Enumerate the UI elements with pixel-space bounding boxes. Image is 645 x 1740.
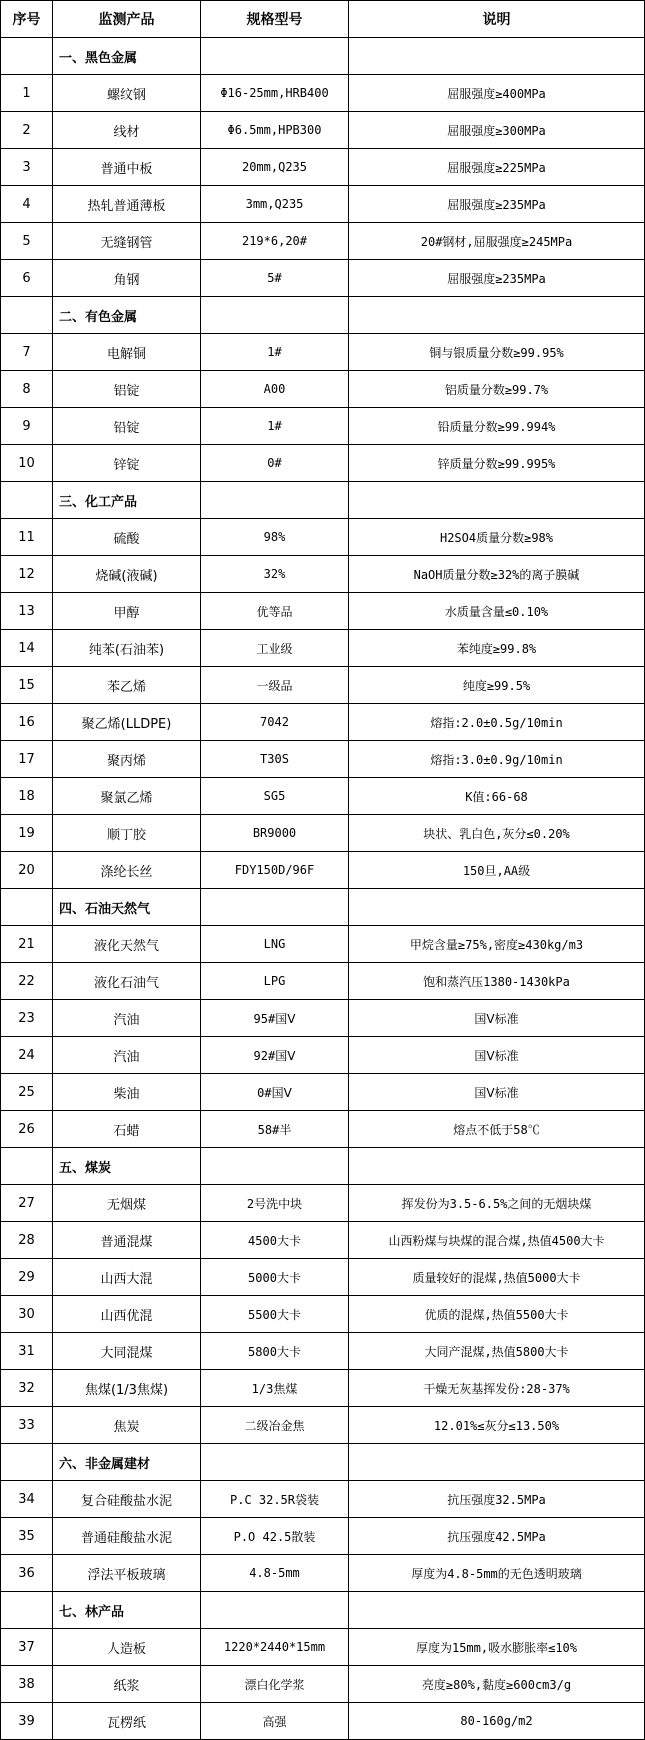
category-empty-cell (349, 482, 645, 519)
header-row (1, 1, 645, 38)
row-index: 29 (1, 1259, 53, 1296)
row-description: 亮度≥80%,黏度≥600cm3/g (349, 1666, 645, 1703)
row-spec: 2号洗中块 (201, 1185, 349, 1222)
row-index: 33 (1, 1407, 53, 1444)
row-index: 34 (1, 1481, 53, 1518)
category-row (1, 1592, 645, 1629)
row-spec: 5# (201, 260, 349, 297)
table-row (1, 1333, 645, 1370)
table-row (1, 112, 645, 149)
header-description: 说明 (349, 1, 645, 38)
table-row (1, 704, 645, 741)
row-description: 挥发份为3.5-6.5%之间的无烟块煤 (349, 1185, 645, 1222)
row-product: 大同混煤 (53, 1333, 201, 1370)
category-title: 一、黑色金属 (53, 38, 201, 75)
row-spec: 0# (201, 445, 349, 482)
category-empty-cell (201, 1592, 349, 1629)
category-row (1, 482, 645, 519)
table-row (1, 593, 645, 630)
table-row (1, 519, 645, 556)
row-index: 9 (1, 408, 53, 445)
row-product: 聚乙烯(LLDPE) (53, 704, 201, 741)
table-row (1, 1296, 645, 1333)
row-product: 山西大混 (53, 1259, 201, 1296)
row-index: 30 (1, 1296, 53, 1333)
row-product: 锌锭 (53, 445, 201, 482)
table-row (1, 223, 645, 260)
row-product: 热轧普通薄板 (53, 186, 201, 223)
row-spec: 优等品 (201, 593, 349, 630)
row-spec: 0#国Ⅴ (201, 1074, 349, 1111)
row-product: 甲醇 (53, 593, 201, 630)
row-spec: 219*6,20# (201, 223, 349, 260)
row-index: 13 (1, 593, 53, 630)
row-description: 山西粉煤与块煤的混合煤,热值4500大卡 (349, 1222, 645, 1259)
row-product: 角钢 (53, 260, 201, 297)
header-spec: 规格型号 (201, 1, 349, 38)
row-description: 纯度≥99.5% (349, 667, 645, 704)
row-index: 35 (1, 1518, 53, 1555)
category-title: 五、煤炭 (53, 1148, 201, 1185)
table-row (1, 1703, 645, 1740)
category-empty-cell (349, 38, 645, 75)
row-spec: 92#国Ⅴ (201, 1037, 349, 1074)
row-description: 干燥无灰基挥发份:28-37% (349, 1370, 645, 1407)
row-description: 屈服强度≥235MPa (349, 186, 645, 223)
row-product: 液化天然气 (53, 926, 201, 963)
row-index: 1 (1, 75, 53, 112)
table-header (1, 1, 645, 38)
row-description: 20#钢材,屈服强度≥245MPa (349, 223, 645, 260)
category-title: 七、林产品 (53, 1592, 201, 1629)
category-empty-cell (201, 38, 349, 75)
table-row (1, 1518, 645, 1555)
category-empty-cell (201, 297, 349, 334)
row-spec: Φ16-25mm,HRB400 (201, 75, 349, 112)
row-product: 液化石油气 (53, 963, 201, 1000)
table-row (1, 1185, 645, 1222)
table-row (1, 926, 645, 963)
table-row (1, 815, 645, 852)
row-product: 聚氯乙烯 (53, 778, 201, 815)
row-spec: 漂白化学浆 (201, 1666, 349, 1703)
row-index: 14 (1, 630, 53, 667)
row-spec: 20mm,Q235 (201, 149, 349, 186)
row-spec: T30S (201, 741, 349, 778)
table-row (1, 1629, 645, 1666)
table-row (1, 186, 645, 223)
category-index-cell (1, 1444, 53, 1481)
row-description: 国Ⅴ标准 (349, 1000, 645, 1037)
row-description: 大同产混煤,热值5800大卡 (349, 1333, 645, 1370)
row-description: 铝质量分数≥99.7% (349, 371, 645, 408)
row-index: 27 (1, 1185, 53, 1222)
row-description: 铜与银质量分数≥99.95% (349, 334, 645, 371)
row-spec: A00 (201, 371, 349, 408)
row-product: 汽油 (53, 1037, 201, 1074)
row-product: 普通硅酸盐水泥 (53, 1518, 201, 1555)
row-index: 18 (1, 778, 53, 815)
row-index: 5 (1, 223, 53, 260)
table-row (1, 260, 645, 297)
row-spec: 5000大卡 (201, 1259, 349, 1296)
category-title: 三、化工产品 (53, 482, 201, 519)
row-description: 熔指:2.0±0.5g/10min (349, 704, 645, 741)
table-row (1, 445, 645, 482)
row-description: 水质量含量≤0.10% (349, 593, 645, 630)
category-index-cell (1, 1148, 53, 1185)
row-description: 12.01%≤灰分≤13.50% (349, 1407, 645, 1444)
row-description: 块状、乳白色,灰分≤0.20% (349, 815, 645, 852)
table-row (1, 371, 645, 408)
row-spec: 1# (201, 334, 349, 371)
row-product: 纸浆 (53, 1666, 201, 1703)
category-empty-cell (349, 889, 645, 926)
row-description: 屈服强度≥300MPa (349, 112, 645, 149)
row-index: 37 (1, 1629, 53, 1666)
row-product: 普通混煤 (53, 1222, 201, 1259)
row-index: 15 (1, 667, 53, 704)
row-spec: Φ6.5mm,HPB300 (201, 112, 349, 149)
row-description: 150旦,AA级 (349, 852, 645, 889)
category-empty-cell (349, 1444, 645, 1481)
row-index: 17 (1, 741, 53, 778)
row-index: 6 (1, 260, 53, 297)
row-description: 优质的混煤,热值5500大卡 (349, 1296, 645, 1333)
row-index: 28 (1, 1222, 53, 1259)
row-product: 焦煤(1/3焦煤) (53, 1370, 201, 1407)
row-description: 苯纯度≥99.8% (349, 630, 645, 667)
row-index: 12 (1, 556, 53, 593)
row-product: 山西优混 (53, 1296, 201, 1333)
row-description: 屈服强度≥225MPa (349, 149, 645, 186)
row-product: 螺纹钢 (53, 75, 201, 112)
row-spec: 1# (201, 408, 349, 445)
row-index: 22 (1, 963, 53, 1000)
row-spec: 7042 (201, 704, 349, 741)
row-product: 普通中板 (53, 149, 201, 186)
category-row (1, 889, 645, 926)
row-product: 复合硅酸盐水泥 (53, 1481, 201, 1518)
category-empty-cell (349, 1592, 645, 1629)
row-index: 31 (1, 1333, 53, 1370)
category-empty-cell (201, 889, 349, 926)
header-product: 监测产品 (53, 1, 201, 38)
row-description: 屈服强度≥400MPa (349, 75, 645, 112)
row-spec: LNG (201, 926, 349, 963)
row-spec: 5800大卡 (201, 1333, 349, 1370)
row-index: 36 (1, 1555, 53, 1592)
row-description: 抗压强度32.5MPa (349, 1481, 645, 1518)
row-description: 甲烷含量≥75%,密度≥430kg/m3 (349, 926, 645, 963)
table-row (1, 334, 645, 371)
row-description: 熔指:3.0±0.9g/10min (349, 741, 645, 778)
row-spec: LPG (201, 963, 349, 1000)
row-product: 浮法平板玻璃 (53, 1555, 201, 1592)
header-index: 序号 (1, 1, 53, 38)
table-row (1, 778, 645, 815)
row-description: 质量较好的混煤,热值5000大卡 (349, 1259, 645, 1296)
row-product: 铅锭 (53, 408, 201, 445)
row-description: 铅质量分数≥99.994% (349, 408, 645, 445)
row-description: 国Ⅴ标准 (349, 1037, 645, 1074)
row-description: 国Ⅴ标准 (349, 1074, 645, 1111)
row-spec: 1/3焦煤 (201, 1370, 349, 1407)
row-index: 38 (1, 1666, 53, 1703)
table-row (1, 1000, 645, 1037)
table-row (1, 1666, 645, 1703)
row-description: H2SO4质量分数≥98% (349, 519, 645, 556)
table-row (1, 1074, 645, 1111)
row-description: 饱和蒸汽压1380-1430kPa (349, 963, 645, 1000)
row-product: 无烟煤 (53, 1185, 201, 1222)
row-spec: 高强 (201, 1703, 349, 1740)
row-description: 厚度为15mm,吸水膨胀率≤10% (349, 1629, 645, 1666)
category-index-cell (1, 297, 53, 334)
table-row (1, 630, 645, 667)
row-index: 39 (1, 1703, 53, 1740)
row-product: 柴油 (53, 1074, 201, 1111)
category-empty-cell (201, 1444, 349, 1481)
row-spec: 4500大卡 (201, 1222, 349, 1259)
row-index: 2 (1, 112, 53, 149)
row-product: 聚丙烯 (53, 741, 201, 778)
row-product: 电解铜 (53, 334, 201, 371)
row-product: 人造板 (53, 1629, 201, 1666)
row-index: 3 (1, 149, 53, 186)
category-row (1, 1444, 645, 1481)
table-row (1, 1111, 645, 1148)
row-spec: 3mm,Q235 (201, 186, 349, 223)
category-title: 四、石油天然气 (53, 889, 201, 926)
category-empty-cell (349, 1148, 645, 1185)
row-description: K值:66-68 (349, 778, 645, 815)
table-row (1, 149, 645, 186)
table-row (1, 1555, 645, 1592)
row-spec: 1220*2440*15mm (201, 1629, 349, 1666)
category-index-cell (1, 1592, 53, 1629)
row-product: 铝锭 (53, 371, 201, 408)
row-product: 烧碱(液碱) (53, 556, 201, 593)
row-spec: 58#半 (201, 1111, 349, 1148)
row-spec: 95#国Ⅴ (201, 1000, 349, 1037)
row-spec: 5500大卡 (201, 1296, 349, 1333)
row-spec: BR9000 (201, 815, 349, 852)
row-index: 25 (1, 1074, 53, 1111)
row-spec: 4.8-5mm (201, 1555, 349, 1592)
row-description: 厚度为4.8-5mm的无色透明玻璃 (349, 1555, 645, 1592)
table-row (1, 556, 645, 593)
table-body (1, 38, 645, 1740)
row-product: 苯乙烯 (53, 667, 201, 704)
table-row (1, 1259, 645, 1296)
row-spec: 工业级 (201, 630, 349, 667)
row-index: 10 (1, 445, 53, 482)
row-index: 23 (1, 1000, 53, 1037)
row-description: 屈服强度≥235MPa (349, 260, 645, 297)
table-row (1, 963, 645, 1000)
table-row (1, 1407, 645, 1444)
row-description: 熔点不低于58℃ (349, 1111, 645, 1148)
row-index: 16 (1, 704, 53, 741)
row-spec: SG5 (201, 778, 349, 815)
row-index: 19 (1, 815, 53, 852)
table-row (1, 1037, 645, 1074)
row-index: 21 (1, 926, 53, 963)
row-spec: 98% (201, 519, 349, 556)
category-empty-cell (349, 297, 645, 334)
row-spec: 二级冶金焦 (201, 1407, 349, 1444)
category-title: 二、有色金属 (53, 297, 201, 334)
row-spec: P.C 32.5R袋装 (201, 1481, 349, 1518)
row-product: 石蜡 (53, 1111, 201, 1148)
category-title: 六、非金属建材 (53, 1444, 201, 1481)
row-description: 抗压强度42.5MPa (349, 1518, 645, 1555)
row-product: 汽油 (53, 1000, 201, 1037)
row-description: 锌质量分数≥99.995% (349, 445, 645, 482)
row-index: 24 (1, 1037, 53, 1074)
row-product: 纯苯(石油苯) (53, 630, 201, 667)
table-row (1, 1370, 645, 1407)
row-index: 26 (1, 1111, 53, 1148)
row-product: 无缝钢管 (53, 223, 201, 260)
row-index: 32 (1, 1370, 53, 1407)
row-description: 80-160g/m2 (349, 1703, 645, 1740)
category-row (1, 1148, 645, 1185)
category-row (1, 38, 645, 75)
table-row (1, 75, 645, 112)
table-row (1, 408, 645, 445)
row-spec: FDY150D/96F (201, 852, 349, 889)
row-product: 顺丁胶 (53, 815, 201, 852)
row-index: 7 (1, 334, 53, 371)
row-index: 11 (1, 519, 53, 556)
table-row (1, 1222, 645, 1259)
category-index-cell (1, 38, 53, 75)
row-product: 涤纶长丝 (53, 852, 201, 889)
row-description: NaOH质量分数≥32%的离子膜碱 (349, 556, 645, 593)
row-spec: 32% (201, 556, 349, 593)
category-row (1, 297, 645, 334)
table-row (1, 741, 645, 778)
table-row (1, 667, 645, 704)
category-empty-cell (201, 1148, 349, 1185)
table-row (1, 1481, 645, 1518)
row-index: 8 (1, 371, 53, 408)
row-index: 20 (1, 852, 53, 889)
row-index: 4 (1, 186, 53, 223)
row-product: 瓦楞纸 (53, 1703, 201, 1740)
category-index-cell (1, 889, 53, 926)
row-spec: 一级品 (201, 667, 349, 704)
row-spec: P.O 42.5散装 (201, 1518, 349, 1555)
row-product: 焦炭 (53, 1407, 201, 1444)
row-product: 硫酸 (53, 519, 201, 556)
category-empty-cell (201, 482, 349, 519)
category-index-cell (1, 482, 53, 519)
table-row (1, 852, 645, 889)
row-product: 线材 (53, 112, 201, 149)
